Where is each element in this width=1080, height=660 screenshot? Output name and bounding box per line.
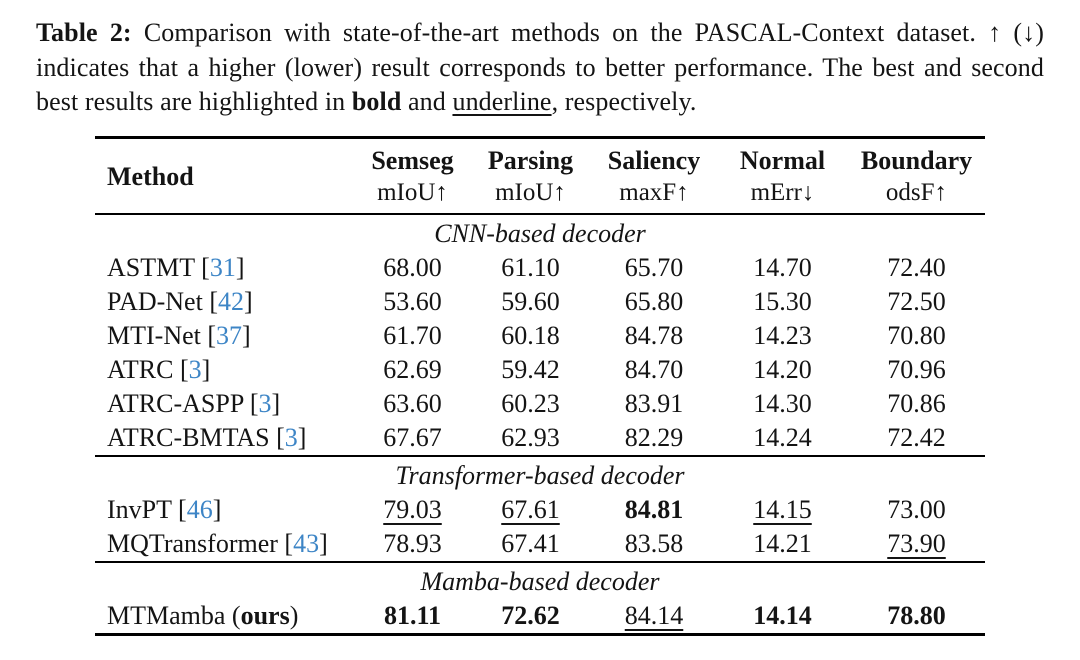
value-cell: 62.69 <box>383 354 442 384</box>
method-name: ATRC-ASPP <box>107 388 244 418</box>
column-name: Normal <box>739 145 826 175</box>
value-cell: 78.80 <box>887 600 946 630</box>
method-name: MTI-Net <box>107 320 201 350</box>
table-row <box>95 527 985 562</box>
value-cell: 84.70 <box>624 354 684 384</box>
value-cell: 59.42 <box>501 354 560 384</box>
column-header-normal <box>717 137 848 213</box>
column-name: Parsing <box>487 145 574 175</box>
value-cell: 81.11 <box>383 600 442 630</box>
value-cell: 14.23 <box>753 320 812 350</box>
value-cell: 73.00 <box>887 494 946 524</box>
value-cell: 72.50 <box>887 286 946 316</box>
caption-underline-word: underline <box>452 87 552 117</box>
value-cell: 15.30 <box>753 286 812 316</box>
value-cell: 83.91 <box>624 388 684 418</box>
section-title: Transformer-based decoder <box>395 460 685 490</box>
method-name: ATRC-BMTAS <box>107 422 270 452</box>
table-row <box>95 387 985 421</box>
column-header-parsing <box>470 137 591 213</box>
column-metric: mIoU↑ <box>495 178 566 206</box>
citation-link[interactable]: 37 <box>216 320 243 350</box>
method-cell <box>95 599 355 635</box>
column-metric: mErr↓ <box>750 178 815 206</box>
value-cell: 14.30 <box>753 388 812 418</box>
value-cell: 72.40 <box>887 252 946 282</box>
citation-link[interactable]: 31 <box>209 252 236 282</box>
caption-bold-word: bold <box>351 87 402 117</box>
citation-link[interactable]: 43 <box>293 528 320 558</box>
value-cell: 67.67 <box>383 422 442 452</box>
value-cell: 62.93 <box>501 422 560 452</box>
method-cell: MTI-Net [37] <box>107 320 251 350</box>
column-metric: maxF↑ <box>619 178 689 206</box>
value-cell: 68.00 <box>383 252 442 282</box>
value-cell: 59.60 <box>501 286 560 316</box>
column-name: Semseg <box>371 145 454 175</box>
header-row <box>95 137 985 213</box>
column-name: Boundary <box>860 145 973 175</box>
value-cell: 70.86 <box>887 388 946 418</box>
value-cell: 53.60 <box>383 286 442 316</box>
table-row <box>95 251 985 285</box>
method-name: InvPT <box>107 494 172 524</box>
value-cell: 63.60 <box>383 388 442 418</box>
section-title: Mamba-based decoder <box>420 566 660 596</box>
value-cell: 84.81 <box>624 494 684 524</box>
citation-link[interactable]: 3 <box>284 422 298 452</box>
method-cell: ASTMT [31] <box>107 252 245 282</box>
value-cell: 14.70 <box>753 252 812 282</box>
caption-body: Comparison with state-of-the-art methods on the PASCAL-Context dataset. ↑ (↓) indicates that a higher (lower) result corresponds to better performance. The best and second best results are highlighted in <box>36 18 1045 117</box>
caption-label: Table 2: <box>36 18 132 47</box>
method-header: Method <box>107 161 194 191</box>
value-cell: 67.41 <box>501 528 560 558</box>
column-name: Saliency <box>607 145 701 175</box>
method-cell: ATRC-BMTAS [3] <box>107 422 307 452</box>
results-table <box>95 136 985 636</box>
method-cell: PAD-Net [42] <box>107 286 253 316</box>
value-cell: 14.15 <box>753 494 812 524</box>
method-name: ASTMT <box>107 252 195 282</box>
method-name: PAD-Net <box>107 286 203 316</box>
section-row <box>95 214 985 251</box>
citation-link[interactable]: 46 <box>186 494 213 524</box>
value-cell: 83.58 <box>624 528 684 558</box>
column-header-boundary <box>848 137 985 213</box>
method-name: MTMamba <box>107 600 226 630</box>
value-cell: 14.24 <box>753 422 812 452</box>
value-cell: 70.96 <box>887 354 946 384</box>
value-cell: 72.62 <box>501 600 560 630</box>
value-cell: 61.10 <box>501 252 560 282</box>
table-row <box>95 353 985 387</box>
column-metric: mIoU↑ <box>377 178 448 206</box>
value-cell: 84.78 <box>624 320 684 350</box>
value-cell: 73.90 <box>887 528 946 558</box>
method-cell: ATRC-ASPP [3] <box>107 388 281 418</box>
value-cell: 67.61 <box>501 494 560 524</box>
ours-label: (ours) <box>225 600 299 630</box>
column-header-saliency <box>591 137 717 213</box>
citation-link[interactable]: 3 <box>188 354 202 384</box>
method-cell: ATRC [3] <box>107 354 211 384</box>
table-row <box>95 319 985 353</box>
value-cell: 78.93 <box>383 528 442 558</box>
table-container <box>95 136 1080 636</box>
citation-link[interactable]: 42 <box>218 286 244 316</box>
caption-tail: , respectively. <box>551 87 697 117</box>
value-cell: 14.21 <box>753 528 812 558</box>
table-row <box>95 493 985 527</box>
value-cell: 14.20 <box>753 354 812 384</box>
column-metric: odsF↑ <box>885 178 948 206</box>
section-row <box>95 456 985 493</box>
caption-between: and <box>401 87 453 117</box>
column-header-semseg <box>355 137 470 213</box>
table-row <box>95 421 985 456</box>
value-cell: 72.42 <box>887 422 946 452</box>
value-cell: 82.29 <box>624 422 684 452</box>
value-cell: 61.70 <box>383 320 442 350</box>
method-name: ATRC <box>107 354 174 384</box>
value-cell: 60.23 <box>501 388 560 418</box>
section-title: CNN-based decoder <box>434 218 646 248</box>
section-row <box>95 562 985 599</box>
citation-link[interactable]: 3 <box>258 388 272 418</box>
value-cell: 84.14 <box>624 600 684 630</box>
value-cell: 65.80 <box>624 286 684 316</box>
value-cell: 60.18 <box>501 320 560 350</box>
value-cell: 79.03 <box>383 494 442 524</box>
table-row <box>95 599 985 635</box>
method-cell: MQTransformer [43] <box>107 528 328 558</box>
table-row <box>95 285 985 319</box>
method-cell: InvPT [46] <box>107 494 222 524</box>
value-cell: 65.70 <box>624 252 684 282</box>
table-caption <box>36 16 1044 120</box>
method-name: MQTransformer <box>107 528 278 558</box>
value-cell: 70.80 <box>887 320 946 350</box>
value-cell: 14.14 <box>753 600 812 630</box>
